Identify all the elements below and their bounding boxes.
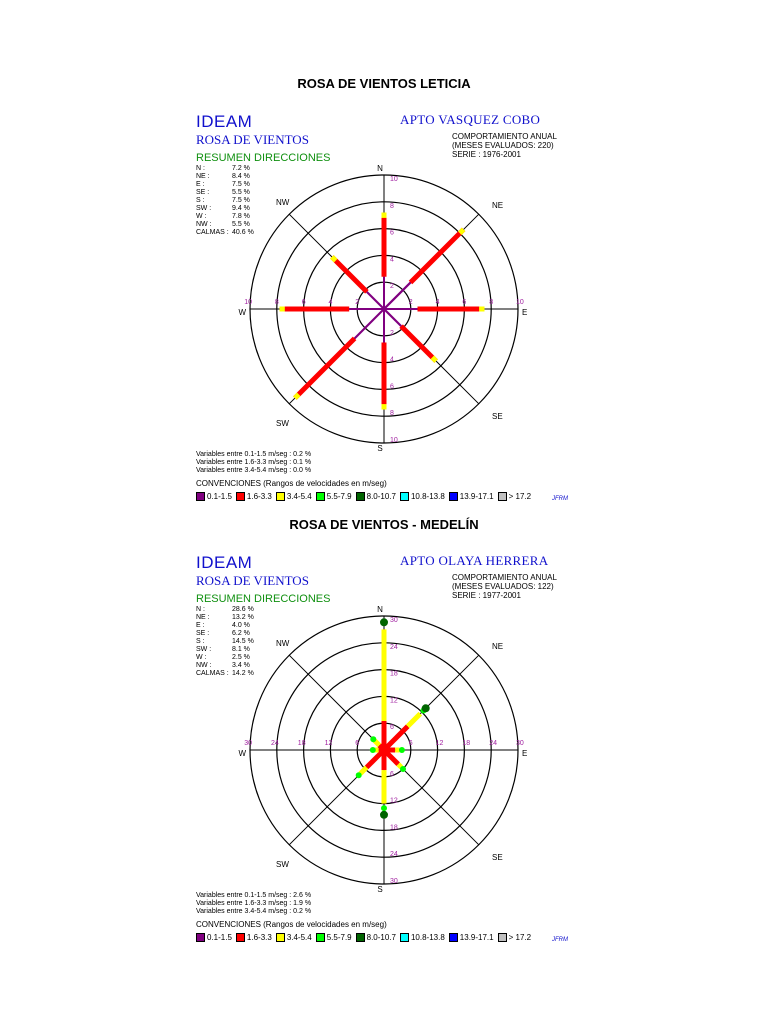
direction-label: SW	[276, 419, 289, 428]
series-bar	[332, 257, 367, 292]
ring-label: 6	[390, 383, 394, 391]
resumen-value: 7.2 %	[232, 165, 250, 172]
legend-item	[498, 492, 531, 501]
resumen-label: S :	[196, 197, 205, 204]
ring-label: 24	[271, 740, 279, 747]
ideam-logo: IDEAM	[196, 112, 253, 131]
resumen-value: 14.5 %	[232, 638, 254, 645]
legend-item	[356, 933, 396, 942]
ring-label: 6	[355, 740, 360, 747]
comportamiento-line: SERIE : 1977-2001	[452, 591, 521, 600]
legend-swatch	[236, 933, 245, 942]
series-bar	[295, 338, 355, 398]
resumen-row	[196, 173, 254, 181]
ring-label: 2	[390, 283, 394, 291]
comportamiento-line: (MESES EVALUADOS: 220)	[452, 141, 554, 150]
resumen-value: 28.6 %	[232, 606, 254, 613]
variables-line: Variables entre 0.1-1.5 m/seg : 2.6 %	[196, 892, 312, 899]
ring-label: 30	[390, 878, 398, 885]
resumen-row	[196, 165, 254, 173]
ring-label: 8	[390, 410, 394, 418]
variables-block	[196, 451, 311, 475]
ring-label: 30	[390, 617, 398, 624]
comportamiento-line: COMPORTAMIENTO ANUAL	[452, 573, 557, 582]
wind-rose-figure	[190, 553, 590, 973]
ring-label: 18	[390, 670, 398, 678]
series-dot	[356, 772, 362, 778]
legend-swatch	[356, 933, 365, 942]
legend-swatch	[400, 933, 409, 942]
series-tip	[432, 357, 436, 361]
resumen-row	[196, 614, 254, 622]
page-title: ROSA DE VIENTOS LETICIA	[297, 76, 471, 91]
legend-item	[400, 492, 445, 501]
station-name: APTO VASQUEZ COBO	[400, 112, 541, 127]
legend-label: > 17.2	[508, 933, 532, 942]
direction-label: SW	[276, 860, 289, 869]
resumen-row	[196, 622, 254, 630]
series-bar-core	[384, 283, 411, 310]
resumen-value: 4.0 %	[232, 622, 250, 629]
series-bar	[367, 750, 384, 767]
resumen-label: S :	[196, 638, 205, 645]
legend-swatch	[449, 933, 458, 942]
series-dot	[400, 766, 406, 772]
legend-swatch	[316, 933, 325, 942]
legend-swatch	[196, 933, 205, 942]
variables-line: Variables entre 0.1-1.5 m/seg : 0.2 %	[196, 451, 312, 458]
legend-label: 3.4-5.4	[286, 492, 312, 501]
ring-label: 8	[390, 202, 394, 210]
resumen-label: N :	[196, 165, 205, 172]
ring-label: 6	[301, 299, 306, 306]
ring-label: 10	[244, 299, 252, 306]
resumen-value: 3.4 %	[232, 662, 250, 669]
legend-label: 13.9-17.1	[459, 492, 494, 501]
legend-label: 0.1-1.5	[207, 492, 232, 501]
resumen-row	[196, 229, 254, 237]
resumen-label: CALMAS :	[196, 229, 229, 236]
direction-label: E	[522, 308, 528, 317]
resumen-row	[196, 662, 254, 670]
legend-item	[276, 492, 312, 501]
ring-label: 6	[462, 299, 467, 306]
series-bar	[408, 714, 421, 727]
series-dot	[370, 747, 376, 753]
station-name: APTO OLAYA HERRERA	[400, 553, 549, 568]
comportamiento-line: COMPORTAMIENTO ANUAL	[452, 132, 557, 141]
ring-label: 12	[435, 740, 444, 747]
legend-swatch	[236, 492, 245, 501]
resumen-label: NW :	[196, 662, 212, 669]
series-tip	[332, 257, 336, 261]
direction-label: W	[238, 749, 246, 758]
direction-label: SE	[492, 853, 503, 862]
series-bar	[411, 229, 464, 282]
legend-swatch	[498, 933, 507, 942]
ring-label: 12	[324, 740, 333, 747]
legend-label: 10.8-13.8	[410, 492, 445, 501]
ring-label: 10	[390, 176, 398, 183]
resumen-value: 9.4 %	[232, 205, 250, 212]
resumen-label: SW :	[196, 205, 212, 212]
legend-item	[498, 933, 531, 942]
resumen-label: NE :	[196, 173, 210, 180]
direction-label: S	[377, 444, 383, 452]
ring-label: 30	[516, 740, 524, 747]
resumen-label: W :	[196, 654, 207, 661]
resumen-value: 7.5 %	[232, 197, 250, 204]
legend-label: 0.1-1.5	[207, 933, 232, 942]
conventions-title: CONVENCIONES (Rangos de velocidades en m/seg)	[196, 479, 387, 488]
resumen-list	[196, 606, 254, 678]
resumen-row	[196, 670, 254, 678]
resumen-value: 6.2 %	[232, 630, 250, 637]
ring-label: 4	[390, 356, 394, 364]
legend-item	[196, 933, 232, 942]
legend-item	[449, 492, 494, 501]
variables-line: Variables entre 3.4-5.4 m/seg : 0.2 %	[196, 908, 312, 915]
legend-label: 8.0-10.7	[366, 492, 396, 501]
legend-label: 13.9-17.1	[459, 933, 494, 942]
ideam-logo: IDEAM	[196, 553, 253, 572]
legend-item	[236, 933, 272, 942]
ring-label: 24	[390, 851, 398, 859]
resumen-label: NW :	[196, 221, 212, 228]
variables-line: Variables entre 3.4-5.4 m/seg : 0.0 %	[196, 467, 312, 474]
resumen-row	[196, 606, 254, 614]
series-bar	[360, 767, 366, 773]
direction-label: NE	[492, 201, 504, 210]
resumen-row	[196, 181, 254, 189]
resumen-label: NE :	[196, 614, 210, 621]
resumen-title: RESUMEN DIRECCIONES	[196, 152, 331, 164]
direction-label: E	[522, 749, 528, 758]
comportamiento-line: (MESES EVALUADOS: 122)	[452, 582, 554, 591]
legend-label: 5.5-7.9	[326, 492, 352, 501]
resumen-label: E :	[196, 181, 205, 188]
ring-label: 8	[489, 299, 494, 306]
ring-label: 18	[462, 740, 471, 747]
series-dot	[399, 747, 405, 753]
direction-label: S	[377, 885, 383, 893]
legend-swatch	[316, 492, 325, 501]
resumen-value: 8.1 %	[232, 646, 250, 653]
resumen-value: 5.5 %	[232, 221, 250, 228]
legend-label: 5.5-7.9	[326, 933, 352, 942]
ring-label: 6	[390, 770, 394, 778]
ring-label: 18	[390, 824, 398, 832]
series-bar	[401, 326, 436, 361]
legend-label: 10.8-13.8	[410, 933, 445, 942]
resumen-row	[196, 213, 254, 221]
resumen-label: SW :	[196, 646, 212, 653]
resumen-value: 2.5 %	[232, 654, 250, 661]
resumen-label: E :	[196, 622, 205, 629]
ring-label: 12	[390, 797, 398, 805]
ring-label: 6	[408, 740, 413, 747]
resumen-list	[196, 165, 254, 237]
resumen-value: 7.5 %	[232, 181, 250, 188]
legend-swatch	[449, 492, 458, 501]
wind-rose-figure	[190, 112, 590, 532]
signature-mark: JFRM	[552, 496, 568, 502]
chart-subtitle: ROSA DE VIENTOS	[196, 132, 309, 147]
ring-label: 2	[390, 329, 394, 337]
resumen-row	[196, 638, 254, 646]
ring-label: 6	[390, 724, 394, 732]
direction-label: NE	[492, 642, 504, 651]
series-tip	[460, 229, 464, 233]
series-tip	[295, 394, 299, 398]
legend-item	[316, 933, 352, 942]
resumen-label: SE :	[196, 189, 210, 196]
direction-label: N	[377, 164, 383, 173]
resumen-value: 8.4 %	[232, 173, 250, 180]
series-bar	[384, 726, 408, 750]
legend-item	[196, 492, 232, 501]
resumen-row	[196, 221, 254, 229]
chart-subtitle: ROSA DE VIENTOS	[196, 573, 309, 588]
direction-label: N	[377, 605, 383, 614]
resumen-label: N :	[196, 606, 205, 613]
resumen-value: 40.6 %	[232, 229, 254, 236]
resumen-row	[196, 189, 254, 197]
ring-label: 18	[297, 740, 306, 747]
resumen-title: RESUMEN DIRECCIONES	[196, 593, 331, 605]
variables-block	[196, 892, 311, 916]
resumen-row	[196, 197, 254, 205]
legend-item	[449, 933, 494, 942]
legend-label: 1.6-3.3	[246, 933, 272, 942]
ring-label: 4	[435, 299, 440, 306]
legend-label: 1.6-3.3	[246, 492, 272, 501]
resumen-row	[196, 205, 254, 213]
page-title: ROSA DE VIENTOS - MEDELÍN	[289, 517, 479, 532]
ring-label: 24	[390, 643, 398, 651]
resumen-label: CALMAS :	[196, 670, 229, 677]
ring-label: 30	[244, 740, 252, 747]
ring-label: 12	[390, 697, 398, 705]
comportamiento-block	[452, 573, 557, 600]
comportamiento-line: SERIE : 1976-2001	[452, 150, 521, 159]
resumen-value: 7.8 %	[232, 213, 250, 220]
comportamiento-block	[452, 132, 557, 159]
legend-swatch	[276, 492, 285, 501]
series-dot	[380, 618, 388, 626]
ring-label: 2	[408, 299, 413, 306]
legend-swatch	[356, 492, 365, 501]
resumen-row	[196, 646, 254, 654]
resumen-row	[196, 630, 254, 638]
ring-label: 2	[355, 299, 360, 306]
ring-label: 24	[489, 740, 497, 747]
direction-label: W	[238, 308, 246, 317]
legend-label: 3.4-5.4	[286, 933, 312, 942]
legend-swatch	[276, 933, 285, 942]
legend-swatch	[498, 492, 507, 501]
series-bar-core	[367, 292, 384, 309]
legend-item	[316, 492, 352, 501]
variables-line: Variables entre 1.6-3.3 m/seg : 1.9 %	[196, 900, 312, 907]
legend-label: > 17.2	[508, 492, 532, 501]
ring-label: 6	[390, 229, 394, 237]
ring-label: 10	[390, 437, 398, 444]
ring-label: 8	[274, 299, 279, 306]
legend-item	[276, 933, 312, 942]
series-dot	[380, 811, 388, 819]
legend	[196, 933, 535, 942]
series-dot	[370, 736, 376, 742]
series-bar-core	[355, 309, 384, 338]
resumen-value: 14.2 %	[232, 670, 254, 677]
legend-item	[236, 492, 272, 501]
ring-label: 4	[390, 256, 394, 264]
resumen-label: W :	[196, 213, 207, 220]
legend-item	[356, 492, 396, 501]
resumen-label: SE :	[196, 630, 210, 637]
series-bar-core	[384, 309, 401, 326]
variables-line: Variables entre 1.6-3.3 m/seg : 0.1 %	[196, 459, 312, 466]
resumen-value: 5.5 %	[232, 189, 250, 196]
series-dot	[422, 704, 430, 712]
legend-label: 8.0-10.7	[366, 933, 396, 942]
direction-label: NW	[276, 198, 290, 207]
ring-label: 10	[516, 299, 524, 306]
series-bar	[379, 745, 384, 750]
direction-label: SE	[492, 412, 503, 421]
legend	[196, 492, 535, 501]
resumen-value: 13.2 %	[232, 614, 254, 621]
legend-swatch	[196, 492, 205, 501]
legend-swatch	[400, 492, 409, 501]
ring-label: 4	[328, 299, 333, 306]
legend-item	[400, 933, 445, 942]
signature-mark: JFRM	[552, 937, 568, 943]
resumen-row	[196, 654, 254, 662]
spoke-line	[289, 655, 384, 750]
direction-label: NW	[276, 639, 290, 648]
conventions-title: CONVENCIONES (Rangos de velocidades en m/seg)	[196, 920, 387, 929]
series-dot	[381, 805, 387, 811]
